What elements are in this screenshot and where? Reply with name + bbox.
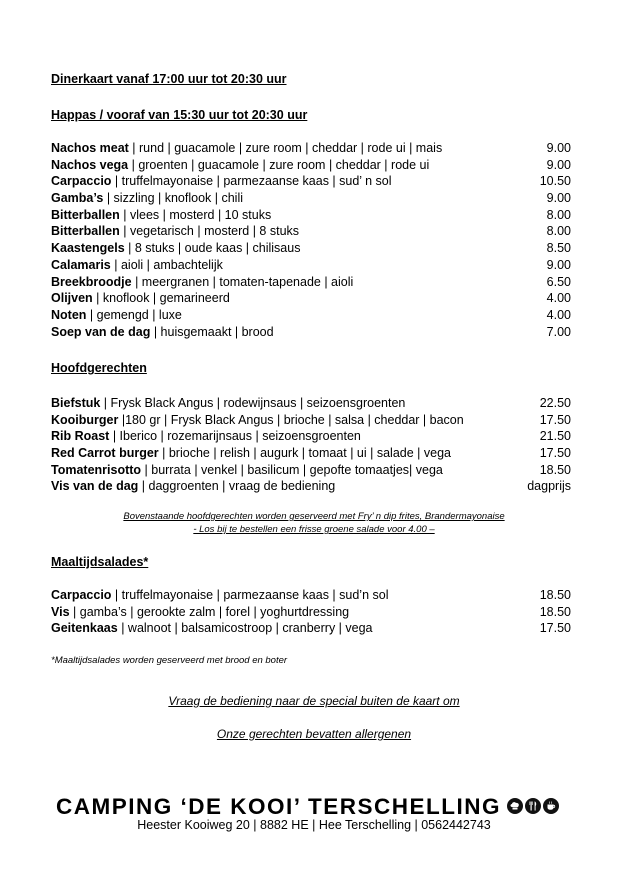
menu-item-name: Calamaris [51,257,111,272]
menu-item-row [51,445,571,462]
menu-item-name: Carpaccio [51,588,112,602]
menu-item-text [51,324,274,341]
menu-item-text [51,445,451,462]
menu-item-name: Biefstuk [51,396,101,410]
menu-item-name: Noten [51,307,87,322]
menu-item-name: Olijven [51,291,93,306]
menu-item-text [51,257,223,274]
menu-item-price: 8.50 [546,241,571,256]
menu-item-name: Vis [51,604,70,619]
menu-item-price: 7.00 [546,324,571,339]
menu-item-description: | Iberico | rozemarijnsaus | seizoensgroenten [109,429,361,444]
menu-item-name: Rib Roast [51,429,110,444]
menu-item-description: | vegetarisch | mosterd | 8 stuks [119,224,300,239]
menu-item-description: | huisgemaakt | brood [150,324,274,339]
menu-item-price: 8.00 [546,207,571,222]
menu-item-row [51,307,571,324]
menu-item-description: | gemengd | luxe [86,307,182,322]
menu-item-price: 18.50 [539,604,571,619]
menu-item-row [51,257,571,274]
dinner-heading: Dinerkaart vanaf 17:00 uur tot 20:30 uur [51,72,287,86]
menu-item-description: | truffelmayonaise | parmezaanse kaas | sud’ n sol [111,174,392,189]
menu-item-description: | groenten | guacamole | zure room | cheddar | rode ui [128,157,430,172]
menu-item-name: Nachos meat [51,141,129,155]
menu-item-name: Bitterballen [51,207,120,222]
menu-item-description: | sizzling | knoflook | chili [103,191,243,206]
menu-item-price: 9.00 [546,157,571,172]
cutlery-icon [525,798,541,814]
menu-item-price: 4.00 [546,307,571,322]
menu-item-text [51,428,361,445]
menu-item-text [51,587,388,604]
menu-item-name: Red Carrot burger [51,446,159,461]
salades-heading: Maaltijdsalades* [51,555,149,569]
menu-item-text [51,207,271,224]
menu-item-row [51,157,571,174]
menu-item-text [51,478,335,495]
menu-item-description: | vlees | mosterd | 10 stuks [119,207,272,222]
menu-item-row [51,223,571,240]
menu-item-row [51,190,571,207]
menu-item-row [51,478,571,495]
menu-item-row [51,412,571,429]
menu-item-description: | brioche | relish | augurk | tomaat | ui | salade | vega [158,446,451,461]
menu-item-row [51,324,571,341]
menu-item-price: 9.00 [546,191,571,206]
menu-item-description: | truffelmayonaise | parmezaanse kaas | sud’n sol [111,588,389,602]
menu-item-description: | meergranen | tomaten-tapenade | aioli [131,274,354,289]
menu-item-text [51,395,405,412]
menu-item-name: Bitterballen [51,224,120,239]
hoofdgerechten-list [51,395,571,495]
menu-item-name: Vis van de dag [51,479,139,494]
menu-item-price: 18.50 [539,588,571,602]
menu-item-price: 17.50 [539,621,571,636]
menu-item-name: Tomatenrisotto [51,462,142,477]
menu-item-text [51,307,182,324]
menu-item-row [51,207,571,224]
menu-item-description: | aioli | ambachtelijk [110,257,223,272]
menu-item-text [51,604,349,621]
menu-item-price: 21.50 [539,429,571,444]
menu-item-text [51,274,353,291]
menu-item-row [51,140,571,157]
menu-item-row [51,620,571,637]
hoofdgerechten-note-1: Bovenstaande hoofdgerechten worden geserveerd met Fry’ n dip frites, Brandermayonaise [123,511,505,522]
menu-item-name: Soep van de dag [51,324,151,339]
hoofdgerechten-note-2: - Los bij te bestellen een frisse groene salade voor 4.00 – [193,524,435,535]
menu-item-price: 9.00 [546,257,571,272]
menu-item-row [51,173,571,190]
menu-item-text [51,157,429,174]
menu-item-name: Carpaccio [51,174,112,189]
menu-item-row [51,240,571,257]
menu-item-description: | rund | guacamole | zure room | cheddar | rode ui | mais [128,141,443,155]
menu-item-price: 17.50 [539,412,571,427]
salades-note: *Maaltijdsalades worden geserveerd met brood en boter [51,655,288,666]
menu-item-description: | burrata | venkel | basilicum | gepofte tomaatjes| vega [141,462,443,477]
menu-item-name: Geitenkaas [51,621,118,636]
special-note: Vraag de bediening naar de special buiten de kaart om [168,694,460,708]
menu-item-description: | gamba’s | gerookte zalm | forel | yoghurtdressing [69,604,350,619]
menu-item-price: 18.50 [539,462,571,477]
menu-item-description: | 8 stuks | oude kaas | chilisaus [124,241,301,256]
menu-item-description: | daggroenten | vraag de bediening [138,479,336,494]
salades-list [51,587,571,637]
menu-item-price: 10.50 [539,174,571,189]
menu-item-row [51,604,571,621]
menu-item-row [51,428,571,445]
menu-item-price: 4.00 [546,291,571,306]
menu-item-price: 8.00 [546,224,571,239]
menu-item-row [51,395,571,412]
menu-item-text [51,290,230,307]
menu-item-price: 6.50 [546,274,571,289]
menu-item-text [51,173,391,190]
happas-heading: Happas / vooraf van 15:30 uur tot 20:30 uur [51,108,308,122]
menu-item-text [51,240,300,257]
footer-title: CAMPING ‘DE KOOI’ TERSCHELLING [56,794,502,819]
hoofdgerechten-heading: Hoofdgerechten [51,361,147,375]
menu-item-row [51,274,571,291]
footer-address: Heester Kooiweg 20 | 8882 HE | Hee Terschelling | 0562442743 [137,818,491,832]
chef-hat-icon [507,798,523,814]
menu-item-text [51,223,299,240]
menu-item-text [51,462,443,479]
menu-item-description: | walnoot | balsamicostroop | cranberry | vega [117,621,373,636]
menu-item-row [51,290,571,307]
menu-item-row [51,462,571,479]
menu-item-name: Nachos vega [51,157,129,172]
menu-item-description: |180 gr | Frysk Black Angus | brioche | salsa | cheddar | bacon [118,412,464,427]
menu-item-text [51,620,373,637]
menu-item-text [51,140,442,157]
menu-item-price: 17.50 [539,446,571,461]
menu-item-name: Gamba’s [51,191,104,206]
footer-icons [507,798,559,814]
menu-item-text [51,190,243,207]
menu-item-text [51,412,464,429]
menu-item-row [51,587,571,604]
menu-item-price: 22.50 [539,396,571,410]
coffee-cup-icon [543,798,559,814]
menu-item-price: 9.00 [546,141,571,155]
menu-item-description: | Frysk Black Angus | rodewijnsaus | seizoensgroenten [100,396,406,410]
menu-item-price: dagprijs [527,479,571,494]
menu-item-description: | knoflook | gemarineerd [92,291,230,306]
menu-item-name: Breekbroodje [51,274,132,289]
menu-item-name: Kooiburger [51,412,119,427]
menu-item-name: Kaastengels [51,241,125,256]
happas-list [51,140,571,340]
allergenen-note: Onze gerechten bevatten allergenen [216,727,412,741]
